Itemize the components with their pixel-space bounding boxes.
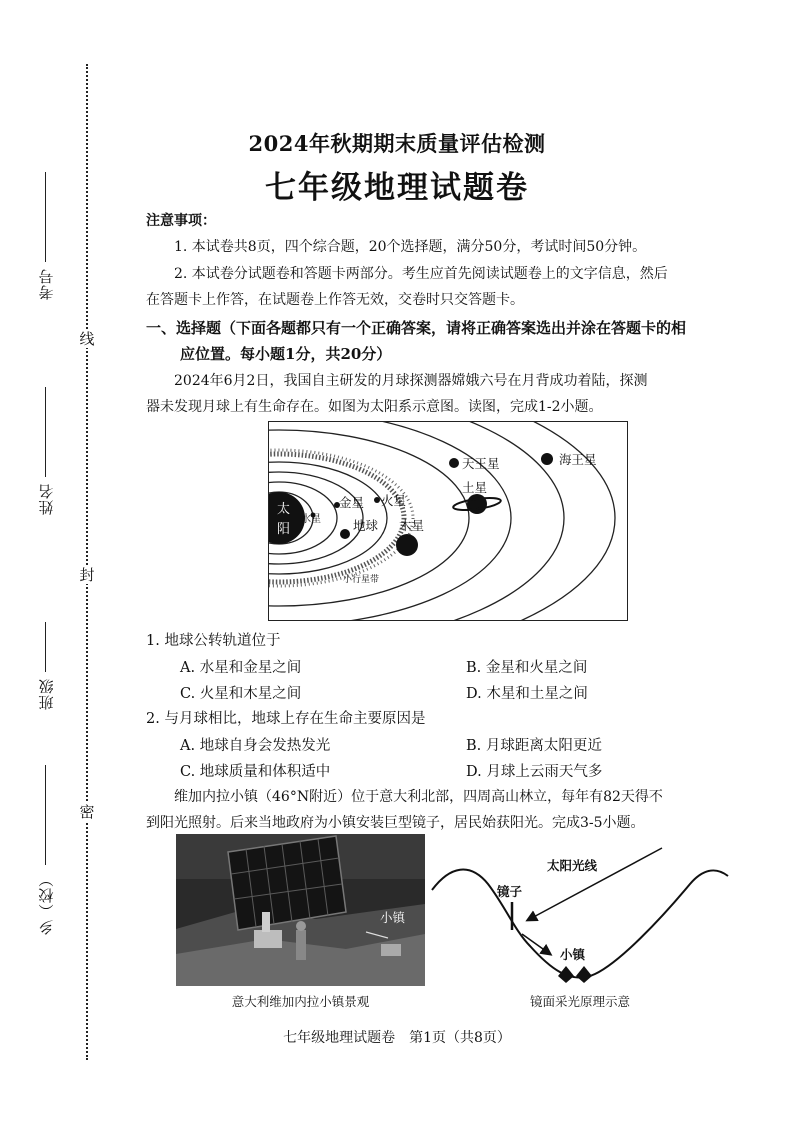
question-1-option-a[interactable]: A. 水星和金星之间 — [180, 660, 302, 676]
earth-dot — [340, 529, 350, 539]
photo-town-label: 小镇 — [380, 910, 406, 925]
notice-heading: 注意事项： — [146, 213, 216, 229]
uranus-label: 天王星 — [462, 456, 500, 471]
school-label: 乡（校） — [37, 871, 56, 935]
diagram-caption: 镜面采光原理示意 — [529, 994, 630, 1009]
question-2-option-b[interactable]: B. 月球距离太阳更近 — [466, 738, 602, 754]
question-2-option-d[interactable]: D. 月球上云雨天气多 — [466, 764, 603, 780]
name-blank[interactable] — [46, 387, 47, 477]
question-1-option-d[interactable]: D. 木星和土星之间 — [466, 686, 588, 702]
question-2-stem: 2. 与月球相比，地球上存在生命主要原因是 — [146, 711, 426, 727]
notice-item-1: 1. 本试卷共8页，四个综合题，20个选择题，满分50分，考试时间50分钟。 — [174, 239, 647, 255]
seal-char-feng: 封 — [79, 566, 95, 584]
mirror-principle-diagram — [430, 836, 730, 986]
mirror-base — [254, 930, 282, 948]
sunlight-label: 太阳光线 — [547, 858, 598, 873]
question-1-option-b[interactable]: B. 金星和火星之间 — [466, 660, 588, 676]
mars-label: 火星 — [381, 493, 407, 508]
mirror-label: 镜子 — [497, 884, 523, 899]
mercury-label: 水星 — [301, 514, 321, 525]
exam-number-label: 考号 — [37, 268, 56, 300]
seal-char-xian: 线 — [79, 330, 95, 348]
diagram-town-label: 小镇 — [560, 947, 586, 962]
seal-char-mi: 密 — [79, 803, 95, 821]
passage2-line2: 到阳光照射。后来当地政府为小镇安装巨型镜子，居民始获阳光。完成3-5小题。 — [146, 815, 645, 831]
question-2-option-a[interactable]: A. 地球自身会发热发光 — [180, 738, 331, 754]
town-house-1 — [558, 966, 574, 983]
sun-label-1: 太 — [277, 502, 291, 517]
question-1-option-c[interactable]: C. 火星和木星之间 — [180, 686, 302, 702]
neptune-label: 海王星 — [559, 452, 597, 467]
intro-line1: 2024年6月2日，我国自主研发的月球探测器嫦娥六号在月背成功着陆，探测 — [174, 373, 648, 389]
mars-dot — [374, 497, 380, 503]
paper-title: 七年级地理试题卷 — [265, 170, 529, 206]
notice-item-2-line2: 在答题卡上作答，在试题卷上作答无效，交卷时只交答题卡。 — [146, 292, 524, 308]
notice-item-2-line1: 2. 本试卷分试题卷和答题卡两部分。考生应首先阅读试题卷上的文字信息，然后 — [174, 266, 668, 282]
intro-line2: 器未发现月球上有生命存在。如图为太阳系示意图。读图，完成1-2小题。 — [146, 399, 603, 415]
neptune-dot — [541, 453, 553, 465]
uranus-dot — [449, 458, 459, 468]
jupiter-dot — [396, 534, 418, 556]
section1-heading-line1: 一、选择题（下面各题都只有一个正确答案，请将正确答案选出并涂在答题卡的相 — [146, 319, 687, 337]
passage2-line1: 维加内拉小镇（46°N附近）位于意大利北部，四周高山林立，每年有82天得不 — [174, 789, 663, 805]
school-blank[interactable] — [46, 765, 47, 865]
venus-label: 金星 — [339, 495, 365, 510]
question-1-stem: 1. 地球公转轨道位于 — [146, 633, 281, 649]
exam-title: 2024年秋期期末质量评估检测 — [248, 131, 546, 156]
school-field[interactable] — [28, 735, 64, 935]
photo-caption: 意大利维加内拉小镇景观 — [231, 994, 370, 1009]
solar-system-diagram — [268, 421, 628, 621]
saturn-dot — [467, 494, 487, 514]
page-footer: 七年级地理试题卷 第1页（共8页） — [283, 1030, 511, 1046]
sun-label-2: 阳 — [277, 522, 291, 537]
question-2-option-c[interactable]: C. 地球质量和体积适中 — [180, 764, 331, 780]
class-label: 班级 — [37, 678, 56, 710]
jupiter-label: 木星 — [399, 518, 425, 533]
asteroid-belt-label: 小行星带 — [343, 575, 380, 585]
binding-dotted-line — [86, 64, 88, 1060]
name-label: 姓名 — [37, 483, 56, 515]
saturn-label: 土星 — [462, 480, 488, 495]
name-field[interactable] — [28, 345, 64, 515]
section1-heading-line2: 应位置。每小题1分，共20分） — [180, 345, 392, 363]
class-blank[interactable] — [46, 622, 47, 672]
earth-label: 地球 — [353, 518, 379, 533]
class-field[interactable] — [28, 590, 64, 710]
town-house-2 — [576, 966, 592, 983]
town-photo — [176, 834, 425, 986]
